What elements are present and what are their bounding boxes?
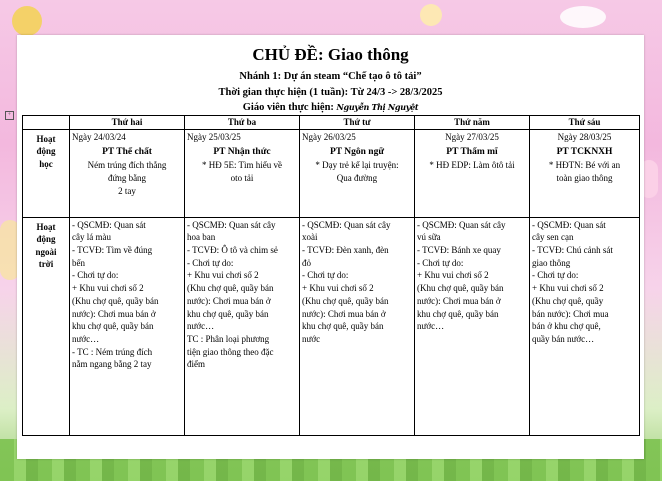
cell-text-line: khu chợ quê, quầy bán (187, 308, 269, 319)
branch-line: Nhánh 1: Dự án steam “Chế tạo ô tô tải” (239, 71, 422, 82)
decor-sun (12, 6, 42, 36)
cell-subject: PT Nhận thức (213, 147, 271, 158)
cell-text-line: nước): Chơi mua bán ở (417, 295, 501, 306)
cell-text-line: TC : Phân loại phương (187, 333, 270, 344)
day-header: Thứ hai (70, 116, 185, 130)
teacher-label: Giáo viên thực hiện: (242, 102, 337, 113)
cell-date: Ngày 24/03/24 (72, 131, 126, 142)
cell-text-line: Ném trúng đích thẳng (87, 160, 167, 171)
cell-text-line: đứng bằng (107, 173, 147, 184)
cell-text-line: nước): Chơi mua bán ở (187, 295, 271, 306)
table-row (23, 129, 640, 217)
cell-text-line: bán nước): Chơi mua (532, 308, 609, 319)
cell-text-line: oto tải (230, 173, 254, 184)
table-header-row (23, 116, 640, 130)
table-cell (70, 217, 185, 435)
cell-text-line: + Khu vui chơi số 2 (417, 270, 489, 281)
table-cell (300, 217, 415, 435)
cell-text-line: - TC : Ném trúng đích (72, 346, 153, 357)
cell-text-line: đỏ (302, 257, 311, 268)
cell-text-line: - Chơi tự do: (187, 257, 234, 268)
cell-text-line: học (39, 158, 53, 169)
cell-text-line: * HĐ EDP: Làm ôtô tải (429, 160, 515, 171)
teacher-signature: Nguyễn Thị Nguyệt (336, 102, 419, 112)
cell-text-line: ngoài (35, 246, 57, 257)
cell-text-line: cây sen cạn (532, 232, 574, 243)
cell-text-line: * HĐ 5E: Tìm hiểu về (201, 160, 283, 171)
cell-text-line: khu chợ quê, quầy bán (417, 308, 499, 319)
cell-text-line: (Khu chợ quê, quầy bán (187, 283, 274, 294)
cell-text-line: nước… (72, 333, 100, 344)
cell-text-line: toàn giao thông (556, 173, 613, 184)
cell-text-line: giao thông (532, 257, 571, 268)
cell-date: Ngày 28/03/25 (557, 131, 612, 142)
day-header: Thứ sáu (530, 116, 640, 130)
cell-text-line: nước… (417, 321, 445, 332)
cell-text-line: Hoạt (36, 133, 56, 144)
decor-cloud (560, 6, 606, 28)
cell-text-line: khu chợ quê, quầy bán (302, 321, 384, 332)
cell-subject: PT Thể chất (102, 147, 152, 158)
cell-text-line: trời (38, 259, 54, 270)
cell-text-line: - QSCMĐ: Quan sát cây (417, 219, 506, 230)
cell-subject: PT Ngôn ngữ (329, 147, 385, 158)
cell-text-line: quầy bán nước… (532, 333, 595, 344)
cell-text-line: (Khu chợ quê, quầy (532, 295, 604, 306)
cell-text-line: nước… (187, 321, 215, 332)
day-header: Thứ năm (415, 116, 530, 130)
cell-text-line: nước (302, 333, 321, 344)
table-cell (70, 129, 185, 217)
day-header: Thứ ba (185, 116, 300, 130)
table-cell (185, 217, 300, 435)
cell-text-line: Hoạt (36, 221, 56, 232)
table-cell (415, 217, 530, 435)
cell-date: Ngày 27/03/25 (445, 131, 499, 142)
cell-text-line: - Chơi tự do: (532, 270, 579, 281)
cell-text-line: (Khu chợ quê, quầy bán (417, 283, 504, 294)
cell-text-line: - TCVĐ: Chú cảnh sát (532, 245, 613, 255)
cell-text-line: điểm (187, 359, 205, 370)
cell-text-line: cây lá màu (72, 232, 111, 243)
cell-text-line: - TCVĐ: Ô tô và chim sẻ (187, 245, 278, 255)
decor-bubble (420, 4, 442, 26)
table-cell (300, 129, 415, 217)
cell-date: Ngày 25/03/25 (187, 131, 241, 142)
table-cell (415, 129, 530, 217)
cell-text-line: tiện giao thông theo đặc (187, 346, 274, 357)
cell-text-line: - Chơi tự do: (417, 257, 464, 268)
cell-text-line: khu chợ quê, quầy bán (72, 321, 154, 332)
cell-date: Ngày 26/03/25 (302, 131, 356, 142)
cell-text-line: 2 tay (118, 186, 136, 197)
cell-text-line: xoài (302, 232, 318, 243)
cell-text-line: bán ở khu chợ quê, (532, 321, 601, 332)
teacher-line (17, 102, 644, 113)
cell-text-line: - TCVĐ: Bánh xe quay (417, 245, 501, 255)
cell-text-line: Qua đường (336, 173, 378, 184)
cell-text-line: + Khu vui chơi số 2 (532, 283, 604, 294)
table-row (23, 217, 640, 435)
cell-subject: PT Thẩm mĩ (446, 147, 498, 158)
cell-text-line: nằm ngang bằng 2 tay (72, 359, 152, 370)
table-move-handle-icon[interactable]: + (5, 111, 14, 120)
cell-text-line: * Dạy trẻ kể lại truyện: (315, 160, 399, 171)
cell-text-line: - TCVĐ: Tìm về đúng (72, 245, 153, 255)
cell-text-line: nước): Chơi mua bán ở (302, 308, 386, 319)
schedule-table (22, 115, 640, 436)
table-cell (530, 217, 640, 435)
document-page (7, 35, 644, 459)
cell-text-line: - QSCMĐ: Quan sát (532, 219, 606, 230)
cell-text-line: (Khu chợ quê, quầy bán (302, 295, 389, 306)
cell-text-line: - TCVĐ: Đèn xanh, đèn (302, 245, 389, 255)
row-label-learning (23, 129, 70, 217)
header-corner (23, 116, 70, 130)
cell-text-line: hoa ban (187, 232, 216, 243)
cell-text-line: - QSCMĐ: Quan sát cây (302, 219, 391, 230)
page-title: CHỦ ĐỀ: Giao thông (252, 45, 409, 64)
cell-text-line: bến (72, 257, 85, 268)
cell-text-line: + Khu vui chơi số 2 (187, 270, 259, 281)
cell-subject: PT TCKNXH (556, 147, 613, 158)
cell-text-line: * HĐTN: Bé với an (548, 160, 621, 171)
table-cell (530, 129, 640, 217)
cell-text-line: - Chơi tự do: (302, 270, 349, 281)
cell-text-line: + Khu vui chơi số 2 (302, 283, 374, 294)
period-line: Thời gian thực hiện (1 tuần): Từ 24/3 -> 28/3/2025 (218, 87, 443, 98)
cell-text-line: động (36, 146, 56, 157)
day-header: Thứ tư (300, 116, 415, 130)
cell-text-line: động (36, 234, 56, 245)
cell-text-line: + Khu vui chơi số 2 (72, 283, 144, 294)
cell-text-line: - QSCMĐ: Quan sát (72, 219, 146, 230)
table-cell (185, 129, 300, 217)
cell-text-line: vú sữa (417, 232, 441, 243)
cell-text-line: nước): Chơi mua bán ở (72, 308, 156, 319)
cell-text-line: - QSCMĐ: Quan sát cây (187, 219, 276, 230)
cell-text-line: - Chơi tự do: (72, 270, 119, 281)
cell-text-line: (Khu chợ quê, quầy bán (72, 295, 159, 306)
row-label-outdoor (23, 217, 70, 435)
